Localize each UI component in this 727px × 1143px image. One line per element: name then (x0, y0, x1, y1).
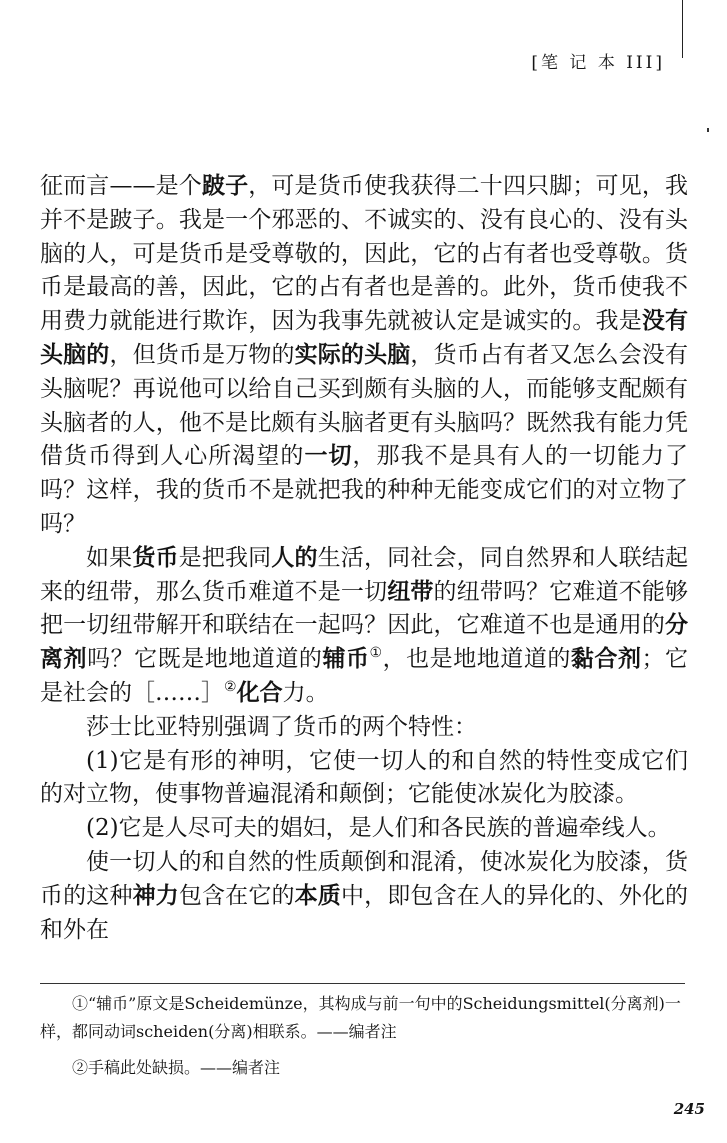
footnotes (40, 990, 685, 1082)
emphasis-text: 实际的头脑 (294, 341, 411, 368)
emphasis-text: 没有头脑的 (40, 308, 689, 368)
footnote-marker-1[interactable]: ① (369, 645, 383, 662)
text-run: 力。 (282, 679, 329, 706)
emphasis-text: 纽带 (387, 578, 434, 605)
emphasis-text: 分离剂 (40, 612, 688, 673)
page-edge-line (682, 0, 683, 58)
footnote-divider (40, 983, 685, 984)
emphasis-text: 本质 (294, 882, 341, 909)
text-run: ，也是地地道道的 (382, 646, 571, 673)
emphasis-text: 跛子 (201, 173, 249, 199)
emphasis-text: 黏合剂 (570, 646, 642, 673)
paragraph-5: (2)它是人尽可夫的娼妇，是人们和各民族的普遍牵线人。 (86, 815, 671, 842)
emphasis-text: 人的 (271, 544, 318, 571)
emphasis-text: 化合 (236, 679, 283, 706)
page-number: 245 (673, 1100, 705, 1118)
text-run: ，但货币是万物的 (109, 341, 295, 368)
main-text (40, 170, 688, 947)
paragraph-2 (40, 542, 688, 711)
running-header: [笔 记 本 III] (531, 53, 665, 73)
text-run: 征而言——是个 (40, 173, 202, 199)
text-run: 是把我同 (178, 544, 272, 571)
text-run: 包含在它的 (178, 882, 295, 909)
footnote-2: ②手稿此处缺损。——编者注 (72, 1058, 281, 1077)
paragraph-3: 莎士比亚特别强调了货币的两个特性： (86, 713, 477, 740)
footnote-marker-2[interactable]: ② (224, 678, 237, 695)
paragraph-4: (1)它是有形的神明，它使一切人的和自然的特性变成它们的对立物，使事物普遍混淆和颠倒；它能使冰炭化为胶漆。 (40, 747, 688, 808)
text-run: ，货币占有者又怎么会没有头脑呢？再说他可以给自己买到颇有头脑的人，而能够支配颇有头脑者的人，他不是比颇有头脑者更有头脑吗？既然我有能力凭借货币得到人心所渴望的 (40, 341, 689, 470)
emphasis-text: 货币 (132, 544, 179, 571)
footnote-1: ①“辅币”原文是Scheidemünze，其构成与前一句中的Scheidungsmittel(分离剂)一样，都同动词scheiden(分离)相联系。——编者注 (40, 994, 681, 1041)
paragraph-6 (40, 846, 688, 947)
text-run: 的纽带吗？它难道不能够把一切纽带解开和联结在一起吗？因此，它难道不也是通用的 (40, 578, 689, 639)
text-run: 吗？它既是地地道道的 (87, 646, 323, 673)
text-run: ，可是货币使我获得二十四只脚；可见，我并不是跛子。我是一个邪恶的、不诚实的、没有良心的、没有头脑的人，可是货币是受尊敬的，因此，它的占有者也受尊敬。货币是最高的善，因此，它的占有者也是善的。此外，货币使我不用费力就能进行欺诈，因为我事先就被认定是诚实的。我是 (40, 173, 689, 335)
text-run: 生活，同社会，同自然界和人联结起来的纽带，那么货币难道不是一切 (40, 544, 689, 605)
text-run: 使一切人的和自然的性质颠倒和混淆，使冰炭化为胶漆，货币的这种 (40, 848, 688, 909)
text-run: 中，即包含在人的异化的、外化的和外在 (40, 882, 689, 943)
text-run: ，那我不是具有人的一切能力了吗？这样，我的货币不是就把我的种种无能变成它们的对立物了吗？ (40, 443, 689, 537)
page-edge-mark (707, 128, 709, 132)
emphasis-text: 辅币 (322, 646, 370, 673)
emphasis-text: 一切 (304, 443, 353, 470)
text-run: ；它是社会的［……］ (40, 646, 689, 706)
text-run: 如果 (86, 544, 133, 571)
paragraph-1 (40, 170, 688, 542)
emphasis-text: 神力 (132, 882, 179, 909)
